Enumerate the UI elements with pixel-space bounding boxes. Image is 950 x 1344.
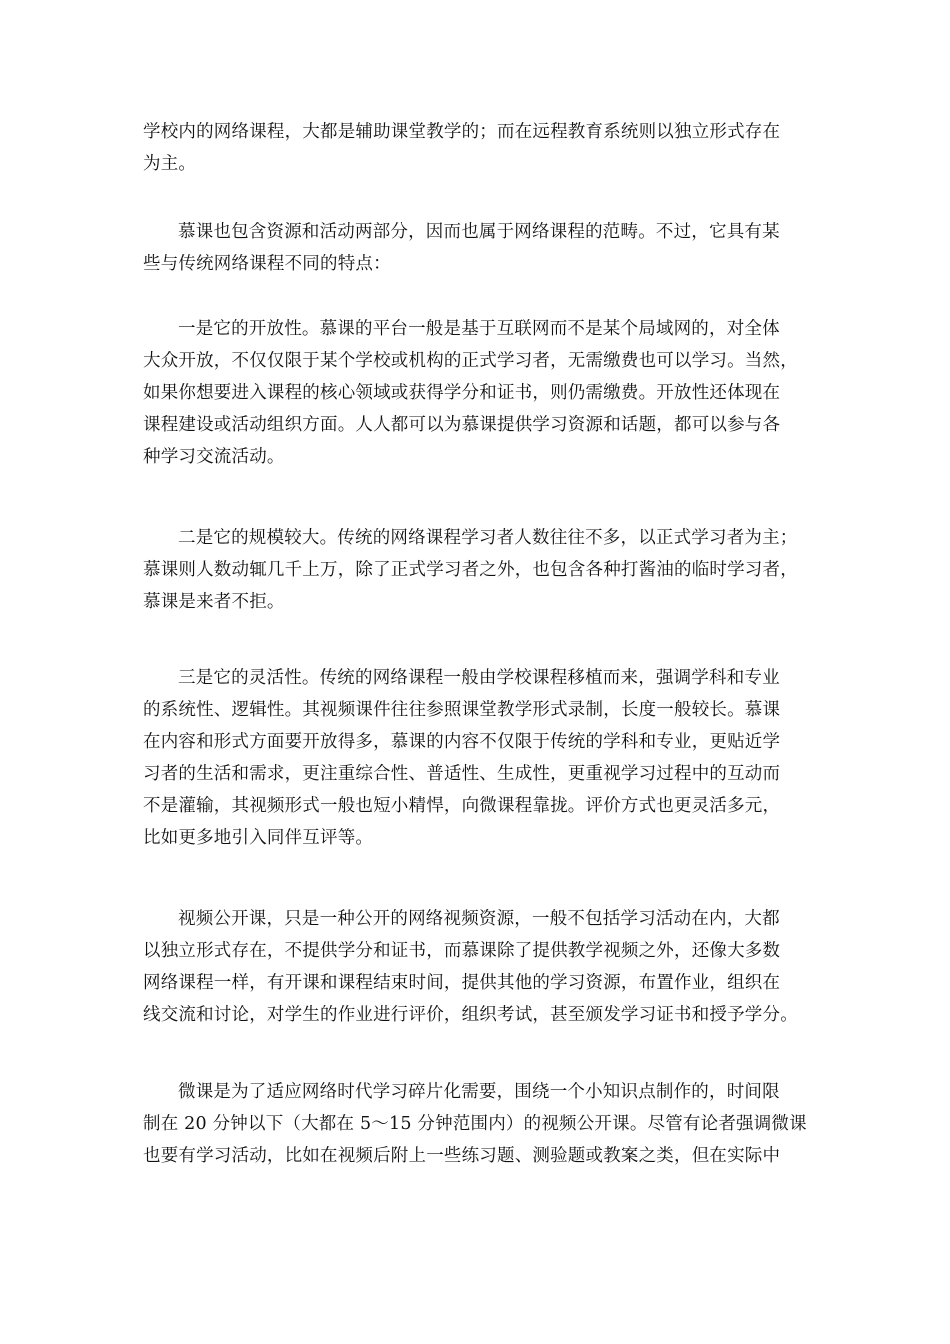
text-line: 三是它的灵活性。传统的网络课程一般由学校课程移植而来，强调学科和专业	[178, 668, 780, 688]
text-line: 制在 20 分钟以下（大都在 5～15 分钟范围内）的视频公开课。尽管有论者强调微课	[143, 1114, 807, 1134]
text-line: 学校内的网络课程，大都是辅助课堂教学的；而在远程教育系统则以独立形式存在	[143, 122, 781, 142]
paragraph-2	[143, 216, 811, 280]
text-line: 二是它的规模较大。传统的网络课程学习者人数往往不多，以正式学习者为主；	[178, 528, 798, 548]
text-line: 也要有学习活动，比如在视频后附上一些练习题、测验题或教案之类，但在实际中	[143, 1146, 781, 1166]
text-line: 微课是为了适应网络时代学习碎片化需要，围绕一个小知识点制作的，时间限	[178, 1082, 780, 1102]
text-line: 的系统性、逻辑性。其视频课件往往参照课堂教学形式录制，长度一般较长。慕课	[143, 700, 781, 720]
paragraph-3	[143, 313, 811, 473]
paragraph-5	[143, 662, 811, 854]
text-line: 线交流和讨论，对学生的作业进行评价，组织考试，甚至颁发学习证书和授予学分。	[143, 1005, 798, 1025]
text-line: 种学习交流活动。	[143, 447, 285, 467]
paragraph-7	[143, 1076, 811, 1172]
text-line: 不是灌输，其视频形式一般也短小精悍，向微课程靠拢。评价方式也更灵活多元，	[143, 796, 781, 816]
text-line: 视频公开课，只是一种公开的网络视频资源，一般不包括学习活动在内，大都	[178, 909, 780, 929]
paragraph-1	[143, 116, 811, 180]
text-line: 些与传统网络课程不同的特点：	[143, 254, 391, 274]
text-line: 以独立形式存在，不提供学分和证书，而慕课除了提供教学视频之外，还像大多数	[143, 941, 781, 961]
text-line: 如果你想要进入课程的核心领域或获得学分和证书，则仍需缴费。开放性还体现在	[143, 383, 781, 403]
text-line: 一是它的开放性。慕课的平台一般是基于互联网而不是某个局域网的，对全体	[178, 319, 780, 339]
text-line: 大众开放，不仅仅限于某个学校或机构的正式学习者，无需缴费也可以学习。当然，	[143, 351, 798, 371]
text-line: 课程建设或活动组织方面。人人都可以为慕课提供学习资源和话题，都可以参与各	[143, 415, 781, 435]
text-line: 习者的生活和需求，更注重综合性、普适性、生成性，更重视学习过程中的互动而	[143, 764, 781, 784]
text-line: 网络课程一样，有开课和课程结束时间，提供其他的学习资源，布置作业，组织在	[143, 973, 781, 993]
text-line: 比如更多地引入同伴互评等。	[143, 828, 374, 848]
text-line: 在内容和形式方面要开放得多，慕课的内容不仅限于传统的学科和专业，更贴近学	[143, 732, 781, 752]
paragraph-6	[143, 903, 811, 1031]
paragraph-4	[143, 522, 811, 618]
text-line: 为主。	[143, 154, 197, 174]
text-line: 慕课则人数动辄几千上万，除了正式学习者之外，也包含各种打酱油的临时学习者，	[143, 560, 798, 580]
text-line: 慕课也包含资源和活动两部分，因而也属于网络课程的范畴。不过，它具有某	[178, 222, 780, 242]
text-line: 慕课是来者不拒。	[143, 592, 285, 612]
